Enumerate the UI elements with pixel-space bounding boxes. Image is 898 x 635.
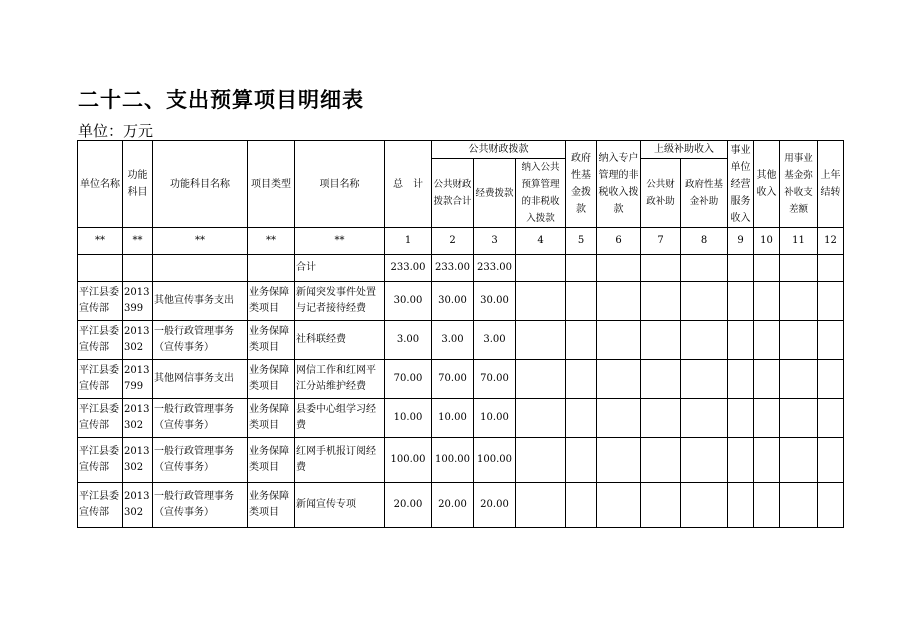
cell-type: 业务保障类项目 xyxy=(248,282,295,321)
cell-code: 2013302 xyxy=(123,438,153,483)
index-cell: 1 xyxy=(385,228,432,255)
header-func-code: 功能科目 xyxy=(123,141,153,228)
table-row xyxy=(78,483,844,528)
cell-unit: 平江县委宣传部 xyxy=(78,360,123,399)
cell-code: 2013399 xyxy=(123,282,153,321)
index-cell: 11 xyxy=(780,228,818,255)
cell-name: 社科联经费 xyxy=(295,321,385,360)
cell-unit: 平江县委宣传部 xyxy=(78,399,123,438)
header-public-total: 公共财政拨款合计 xyxy=(432,159,474,228)
index-cell: ** xyxy=(295,228,385,255)
cell-total: 30.00 xyxy=(385,282,432,321)
cell-func: 一般行政管理事务（宣传事务） xyxy=(153,483,248,528)
cell-type: 业务保障类项目 xyxy=(248,483,295,528)
cell-type: 业务保障类项目 xyxy=(248,438,295,483)
header-proj-name: 项目名称 xyxy=(295,141,385,228)
cell-expense: 70.00 xyxy=(474,360,516,399)
table-row xyxy=(78,321,844,360)
cell-unit: 平江县委宣传部 xyxy=(78,282,123,321)
cell-type: 业务保障类项目 xyxy=(248,399,295,438)
cell-code: 2013302 xyxy=(123,483,153,528)
header-last-year: 上年结转 xyxy=(818,141,844,228)
header-other: 其他收入 xyxy=(754,141,780,228)
cell-public-total: 30.00 xyxy=(432,282,474,321)
table-row xyxy=(78,282,844,321)
cell-code: 2013799 xyxy=(123,360,153,399)
cell-public-total: 20.00 xyxy=(432,483,474,528)
cell-name: 网信工作和红网平江分站维护经费 xyxy=(295,360,385,399)
index-cell: 9 xyxy=(728,228,754,255)
cell-expense: 20.00 xyxy=(474,483,516,528)
total-public-total: 233.00 xyxy=(432,255,474,282)
index-cell: ** xyxy=(78,228,123,255)
header-unit-name: 单位名称 xyxy=(78,141,123,228)
cell-unit: 平江县委宣传部 xyxy=(78,321,123,360)
total-expense: 233.00 xyxy=(474,255,516,282)
cell-expense: 10.00 xyxy=(474,399,516,438)
cell-expense: 100.00 xyxy=(474,438,516,483)
index-cell: 2 xyxy=(432,228,474,255)
header-upper-group: 上级补助收入 xyxy=(641,141,728,159)
cell-total: 3.00 xyxy=(385,321,432,360)
cell-expense: 3.00 xyxy=(474,321,516,360)
header-func-name: 功能科目名称 xyxy=(153,141,248,228)
cell-type: 业务保障类项目 xyxy=(248,360,295,399)
cell-func: 其他宣传事务支出 xyxy=(153,282,248,321)
unit-label: 单位：万元 xyxy=(78,122,154,140)
cell-total: 100.00 xyxy=(385,438,432,483)
header-nontax-special: 纳入专户管理的非税收入拨款 xyxy=(597,141,641,228)
header-expense: 经费拨款 xyxy=(474,159,516,228)
index-cell: ** xyxy=(248,228,295,255)
cell-unit: 平江县委宣传部 xyxy=(78,483,123,528)
index-cell: 12 xyxy=(818,228,844,255)
index-cell: 10 xyxy=(754,228,780,255)
cell-code: 2013302 xyxy=(123,321,153,360)
cell-type: 业务保障类项目 xyxy=(248,321,295,360)
page-title: 二十二、支出预算项目明细表 xyxy=(78,88,364,112)
header-public-group: 公共财政拨款 xyxy=(432,141,566,159)
header-gov-fund: 政府性基金拨款 xyxy=(566,141,597,228)
cell-func: 其他网信事务支出 xyxy=(153,360,248,399)
header-nontax-budget: 纳入公共预算管理的非税收入拨款 xyxy=(516,159,566,228)
cell-total: 10.00 xyxy=(385,399,432,438)
budget-table xyxy=(77,140,844,528)
index-cell: ** xyxy=(153,228,248,255)
cell-public-total: 70.00 xyxy=(432,360,474,399)
cell-name: 新闻突发事件处置与记者接待经费 xyxy=(295,282,385,321)
header-fund-balance: 用事业基金弥补收支差额 xyxy=(780,141,818,228)
cell-expense: 30.00 xyxy=(474,282,516,321)
index-cell: 3 xyxy=(474,228,516,255)
header-upper-public: 公共财政补助 xyxy=(641,159,681,228)
cell-public-total: 10.00 xyxy=(432,399,474,438)
total-total: 233.00 xyxy=(385,255,432,282)
cell-unit: 平江县委宣传部 xyxy=(78,438,123,483)
cell-total: 70.00 xyxy=(385,360,432,399)
cell-public-total: 3.00 xyxy=(432,321,474,360)
cell-func: 一般行政管理事务（宣传事务） xyxy=(153,321,248,360)
header-business: 事业单位经营服务收入 xyxy=(728,141,754,228)
cell-func: 一般行政管理事务（宣传事务） xyxy=(153,399,248,438)
index-cell: ** xyxy=(123,228,153,255)
cell-total: 20.00 xyxy=(385,483,432,528)
index-cell: 4 xyxy=(516,228,566,255)
header-upper-gov: 政府性基金补助 xyxy=(681,159,728,228)
header-total: 总 计 xyxy=(385,141,432,228)
table-row xyxy=(78,360,844,399)
table-row xyxy=(78,399,844,438)
index-cell: 8 xyxy=(681,228,728,255)
header-proj-type: 项目类型 xyxy=(248,141,295,228)
total-label: 合计 xyxy=(295,255,385,282)
cell-name: 新闻宣传专项 xyxy=(295,483,385,528)
cell-name: 县委中心组学习经费 xyxy=(295,399,385,438)
cell-public-total: 100.00 xyxy=(432,438,474,483)
index-cell: 6 xyxy=(597,228,641,255)
table-row xyxy=(78,438,844,483)
cell-func: 一般行政管理事务（宣传事务） xyxy=(153,438,248,483)
cell-code: 2013302 xyxy=(123,399,153,438)
total-row xyxy=(78,255,844,282)
index-cell: 5 xyxy=(566,228,597,255)
cell-name: 红网手机报订阅经费 xyxy=(295,438,385,483)
index-cell: 7 xyxy=(641,228,681,255)
